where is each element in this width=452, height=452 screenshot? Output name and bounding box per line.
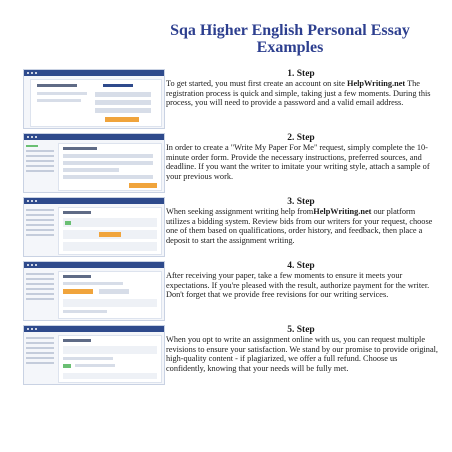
step-4	[0, 261, 452, 321]
step-4-label: 4. Step	[287, 261, 315, 271]
step-5-label: 5. Step	[287, 325, 315, 335]
revision-panel	[58, 335, 162, 383]
helpwriting-brand: HelpWriting.net	[346, 79, 406, 88]
step-5-text: When you opt to write an assignment online with us, you can request multiple revisions to ensure your satisfaction. We stand by our promise to provide original, high-quality content - if plagiarized, we offer a full refund. Choose us confidently, knowing that your needs will be fully met.	[166, 335, 439, 374]
step-5	[0, 325, 452, 385]
step-1-text: To get started, you must first create an account on site HelpWriting.net The registration process is quick and simple, taking just a few moments. During this process, you will need to provide a password and a valid email address.	[166, 79, 431, 108]
step-2-screenshot	[23, 133, 165, 193]
step-2	[0, 133, 452, 193]
bids-panel	[58, 207, 162, 255]
details-sidebar	[26, 207, 54, 255]
step-1-label: 1. Step	[287, 69, 315, 79]
step-5-screenshot	[23, 325, 165, 385]
step-1-screenshot	[23, 69, 165, 129]
step-1	[0, 69, 452, 129]
step-3-label: 3. Step	[287, 197, 315, 207]
helpwriting-brand: HelpWriting.net	[313, 207, 372, 216]
review-panel	[58, 271, 162, 319]
details-sidebar	[26, 271, 54, 319]
browser-bar	[24, 134, 164, 140]
step-3	[0, 197, 452, 257]
page-title: Sqa Higher English Personal Essay Examples	[170, 22, 410, 56]
browser-bar	[24, 262, 164, 268]
browser-bar	[24, 326, 164, 332]
browser-bar	[24, 198, 164, 204]
details-sidebar	[26, 335, 54, 383]
step-3-screenshot	[23, 197, 165, 257]
step-4-screenshot	[23, 261, 165, 321]
order-form-panel	[58, 143, 162, 191]
progress-sidebar	[26, 143, 54, 191]
browser-bar	[24, 70, 164, 76]
step-2-label: 2. Step	[287, 133, 315, 143]
step-4-text: After receiving your paper, take a few moments to ensure it meets your expectations. If you're pleased with the result, authorize payment for the writer. Don't forget that we provide free revisions for our writing services.	[166, 271, 430, 300]
signup-panel	[30, 79, 162, 127]
step-3-text: When seeking assignment writing help fromHelpWriting.net our platform utilizes a bidding system. Review bids from our writers for your request, choose one of them based on qualifications, order history, and feedback, then place a deposit to start the assignment writing.	[166, 207, 433, 246]
step-2-text: In order to create a "Write My Paper For Me" request, simply complete the 10-minute order form. Provide the necessary instructions, preferred sources, and deadline. If you want the writer to imitate your writing style, attach a sample of your previous work.	[166, 143, 430, 182]
